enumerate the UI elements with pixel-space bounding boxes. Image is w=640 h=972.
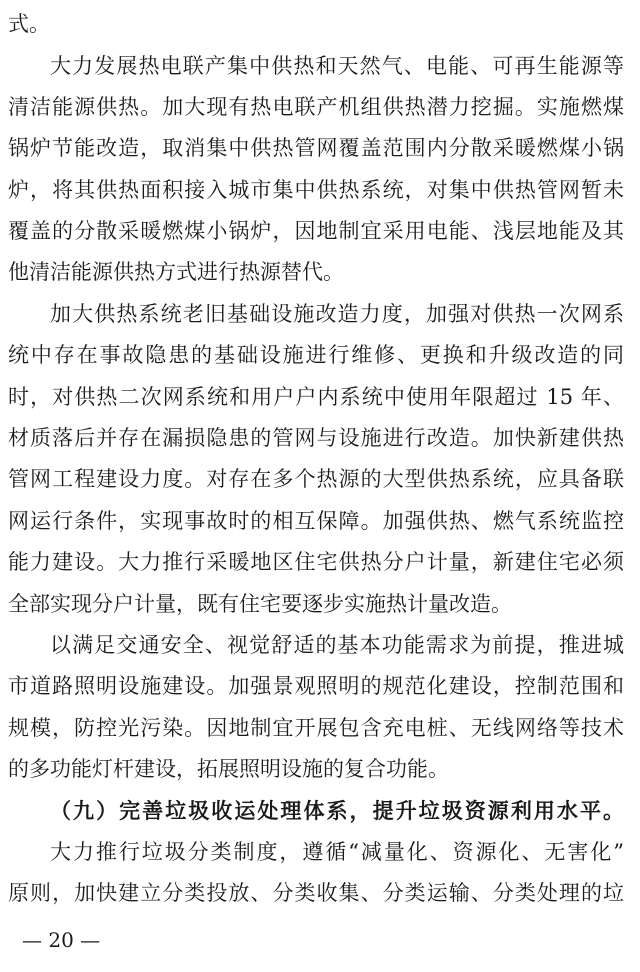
text-line: 时，对供热二次网系统和用户户内系统中使用年限超过 15 年、 <box>8 385 624 409</box>
text-line: 全部实现分户计量，既有住宅要逐步实施热计量改造。 <box>8 592 512 616</box>
text-line: 统中存在事故隐患的基础设施进行维修、更换和升级改造的同 <box>8 343 624 367</box>
text-line: 的多功能灯杆建设，拓展照明设施的复合功能。 <box>8 757 449 781</box>
text-line: 规模，防控光污染。因地制宜开展包含充电桩、无线网络等技术 <box>8 716 624 740</box>
text-line: 能力建设。大力推行采暖地区住宅供热分户计量，新建住宅必须 <box>8 550 624 574</box>
text-line: 式。 <box>8 12 50 36</box>
page-number: — 20 — <box>22 928 101 952</box>
text-line: 材质落后并存在漏损隐患的管网与设施进行改造。加快新建供热 <box>8 426 624 450</box>
paragraph-first-line: 加大供热系统老旧基础设施改造力度，加强对供热一次网系 <box>50 302 624 326</box>
text-line: 覆盖的分散采暖燃煤小锅炉，因地制宜采用电能、浅层地能及其 <box>8 219 624 243</box>
text-line: 管网工程建设力度。对存在多个热源的大型供热系统，应具备联 <box>8 467 624 491</box>
paragraph-first-line: 大力发展热电联产集中供热和天然气、电能、可再生能源等 <box>50 54 624 78</box>
text-line: 他清洁能源供热方式进行热源替代。 <box>8 260 344 284</box>
text-line: 原则，加快建立分类投放、分类收集、分类运输、分类处理的垃 <box>8 881 624 905</box>
text-line: 锅炉节能改造，取消集中供热管网覆盖范围内分散采暖燃煤小锅 <box>8 136 624 160</box>
text-line: 网运行条件，实现事故时的相互保障。加强供热、燃气系统监控 <box>8 509 624 533</box>
section-heading: （九）完善垃圾收运处理体系，提升垃圾资源利用水平。 <box>50 798 624 823</box>
paragraph-first-line: 以满足交通安全、视觉舒适的基本功能需求为前提，推进城 <box>50 633 624 657</box>
text-line: 清洁能源供热。加大现有热电联产机组供热潜力挖掘。实施燃煤 <box>8 95 624 119</box>
text-line: 市道路照明设施建设。加强景观照明的规范化建设，控制范围和 <box>8 674 624 698</box>
text-line: 炉，将其供热面积接入城市集中供热系统，对集中供热管网暂未 <box>8 178 624 202</box>
paragraph-first-line: 大力推行垃圾分类制度，遵循“减量化、资源化、无害化” <box>50 840 624 864</box>
